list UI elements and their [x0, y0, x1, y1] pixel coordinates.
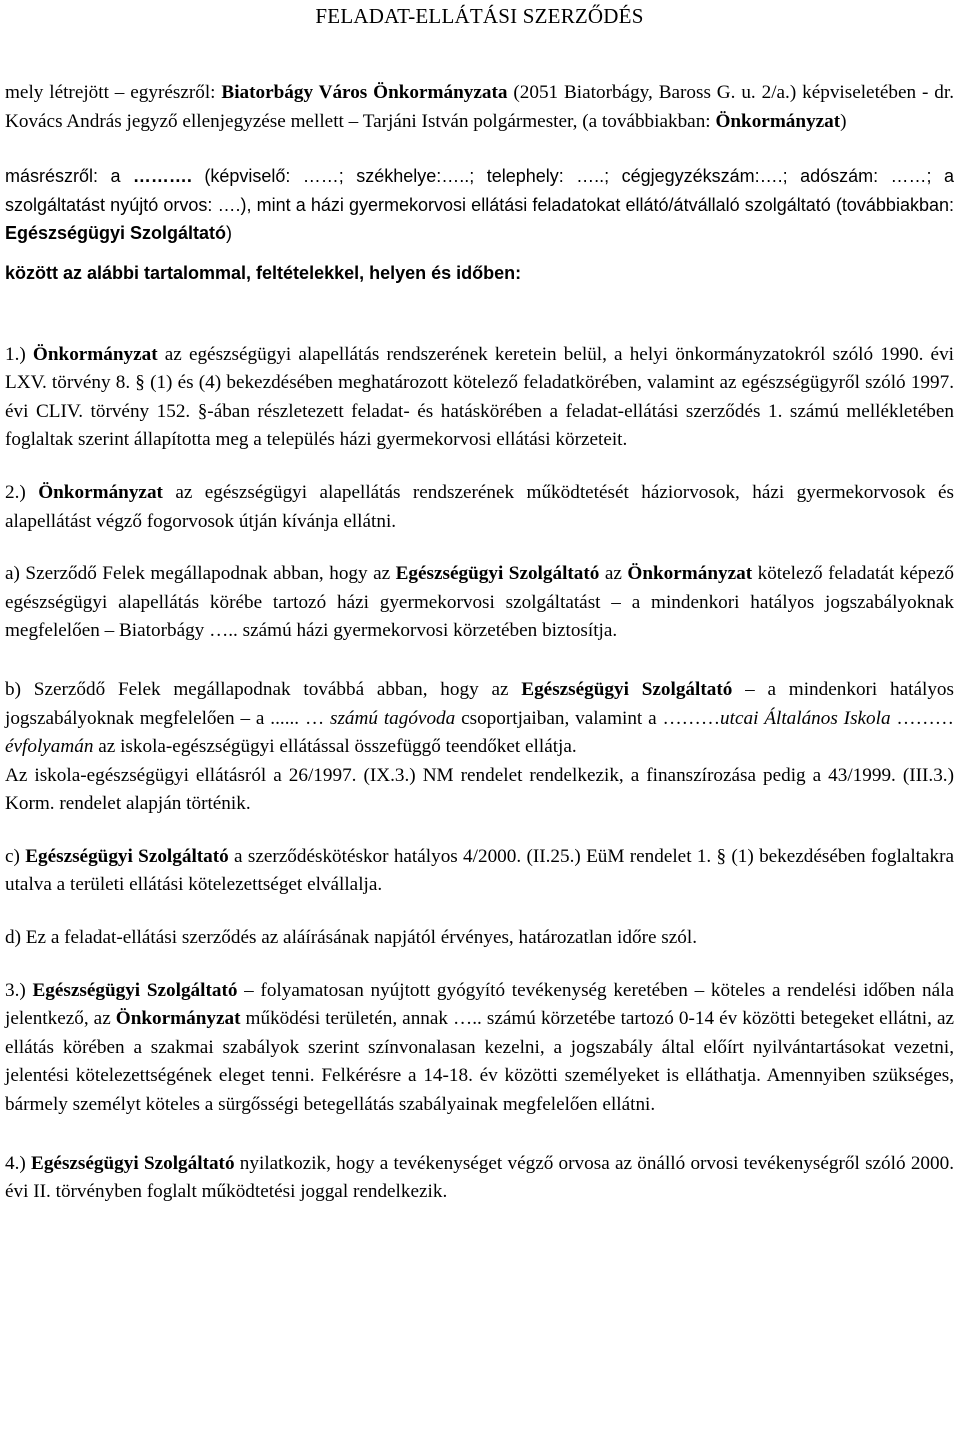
- section-3-bold-2: Önkormányzat: [115, 1008, 241, 1030]
- intro-bold-1: Biatorbágy Város Önkormányzata: [221, 82, 508, 103]
- section-2a-text-3: kötelező feladatát képező egészségügyi alapellátás körébe tartozó házi gyermekorvosi szolgáltatást – a mindenkori hatályos jogszabályoknak megfelelően – Biatorbágy ….. számú házi gyermekorvosi körzetében biztosítja.: [5, 563, 954, 642]
- section-2b-text-2: – a mindenkori hatályos jogszabályoknak megfelelően – a ...... …: [5, 678, 954, 729]
- section-2b-text-5: az iskola-egészségügyi ellátással összefüggő teendőket ellátja.: [93, 736, 577, 758]
- section-3-text-2: – folyamatosan nyújtott gyógyító tevékenység keretében – köteles a rendelési időben nála jelentkező, az: [5, 979, 954, 1030]
- intro-text-3: ): [840, 110, 847, 132]
- intro-text-1: mely létrejött – egyrészről:: [5, 82, 222, 103]
- other-party-text-1: másrészről: a: [5, 166, 133, 187]
- section-2b-bold-1: Egészségügyi Szolgáltató: [521, 678, 733, 700]
- section-2b-italic-2: utcai Általános Iskola: [720, 707, 891, 729]
- section-2b-text-4: ………: [890, 707, 954, 729]
- section-2c-text-1: c): [5, 845, 26, 867]
- section-1-bold-1: Önkormányzat: [32, 343, 158, 365]
- section-2-paragraph: [5, 479, 954, 536]
- other-party-text-3: ): [226, 223, 233, 244]
- section-1-text-1: 1.): [5, 343, 33, 365]
- section-4-paragraph: [5, 1150, 954, 1207]
- section-3-text-3: működési területén, annak ….. számú körzetébe tartozó 0-14 év közötti betegeket ellátni, az ellátás körében a szakmai szabályok szerint színvonalasan kezelni, a jogszabály által előírt nyilvántartásokat vezetni, jelentési kötelezettségének eleget tenni. Felkérésre a 14-18. év közötti személyeket is elláthatja. Amennyiben szükséges, bármely személyt köteles a sürgősségi betegellátás szabályainak megfelelően ellátni.: [5, 1008, 955, 1116]
- section-1-text-2: az egészségügyi alapellátás rendszerének keretein belül, a helyi önkormányzatokról szóló 1990. évi LXV. törvény 8. § (1) és (4) bekezdésében meghatározott kötelező feladatkörében, valamint az egészségügyről szóló 1997. évi CLIV. törvény 152. §-ában részletezett feladat- és hatáskörében a feladat-ellátási szerződés 1. számú mellékletében foglaltak szerint állapította meg a település házi gyermekorvosi ellátási körzeteit.: [5, 343, 954, 451]
- section-2a-bold-2: Önkormányzat: [627, 563, 753, 585]
- section-4-text-1: 4.): [5, 1152, 32, 1174]
- other-party-text-2: (képviselő: ……; székhelye:…..; telephely: …..; cégjegyzékszám:….; adószám: ……; a szolgáltatást nyújtó orvos: ….), mint a házi gyermekorvosi ellátási feladatokat ellátó/átvállaló szolgáltató (továbbiakban:: [5, 166, 954, 215]
- intro-bold-2: Önkormányzat: [715, 110, 841, 132]
- section-2b-paragraph: [5, 676, 954, 762]
- section-2b-text-1: b) Szerződő Felek megállapodnak továbbá abban, hogy az: [5, 678, 522, 700]
- section-3-text-1: 3.): [5, 979, 33, 1001]
- section-3-bold-1: Egészségügyi Szolgáltató: [32, 979, 238, 1001]
- section-2c-bold-1: Egészségügyi Szolgáltató: [25, 845, 229, 867]
- section-2a-text-1: a) Szerződő Felek megállapodnak abban, hogy az: [5, 563, 396, 585]
- section-2a-text-2: az: [599, 563, 628, 585]
- intro-text-2: (2051 Biatorbágy, Baross G. u. 2/a.) képviseletében - dr. Kovács András jegyző ellenjegyzése mellett – Tarjáni István polgármester, (a továbbiakban:: [5, 82, 954, 132]
- section-2-text-1: 2.): [5, 481, 39, 503]
- document-title: FELADAT-ELLÁTÁSI SZERZŐDÉS: [315, 4, 644, 28]
- section-2b-italic-3: évfolyamán: [5, 736, 94, 758]
- section-2-bold-1: Önkormányzat: [38, 481, 163, 503]
- section-2a-bold-1: Egészségügyi Szolgáltató: [395, 563, 600, 585]
- between-heading: között az alábbi tartalommal, feltételekkel, helyen és időben:: [5, 262, 522, 283]
- other-party-paragraph: [5, 162, 954, 248]
- section-2c-paragraph: [5, 843, 954, 900]
- section-2-text-2: az egészségügyi alapellátás rendszerének működtetését háziorvosok, házi gyermekorvosok és alapellátást végző fogorvosok útján kívánja ellátni.: [5, 481, 954, 532]
- section-2b-text-3: csoportjaiban, valamint a ………: [455, 707, 721, 729]
- section-4-text-2: nyilatkozik, hogy a tevékenységet végző orvosa az önálló orvosi tevékenységről szóló 2000. évi II. törvényben foglalt működtetési joggal rendelkezik.: [5, 1152, 954, 1203]
- section-3-paragraph: [5, 977, 954, 1120]
- section-2b-italic-1: számú tagóvoda: [329, 707, 456, 729]
- section-2c-text-2: a szerződéskötéskor hatályos 4/2000. (II.25.) EüM rendelet 1. § (1) bekezdésében foglaltakra utalva a területi ellátási kötelezettséget elvállalja.: [5, 845, 954, 896]
- section-2a-paragraph: [5, 560, 954, 646]
- intro-paragraph: [5, 79, 954, 136]
- other-party-bold-1: ……….: [132, 166, 205, 187]
- section-2b-school-health-paragraph: Az iskola-egészségügyi ellátásról a 26/1997. (IX.3.) NM rendelet rendelkezik, a finanszírozása pedig a 43/1999. (III.3.) Korm. rendelet alapján történik.: [5, 764, 954, 815]
- section-1-paragraph: [5, 341, 954, 455]
- other-party-bold-2: Egészségügyi Szolgáltató: [5, 223, 227, 244]
- section-2d-paragraph: d) Ez a feladat-ellátási szerződés az aláírásának napjától érvényes, határozatlan időre szól.: [5, 927, 697, 949]
- section-4-bold-1: Egészségügyi Szolgáltató: [31, 1152, 235, 1174]
